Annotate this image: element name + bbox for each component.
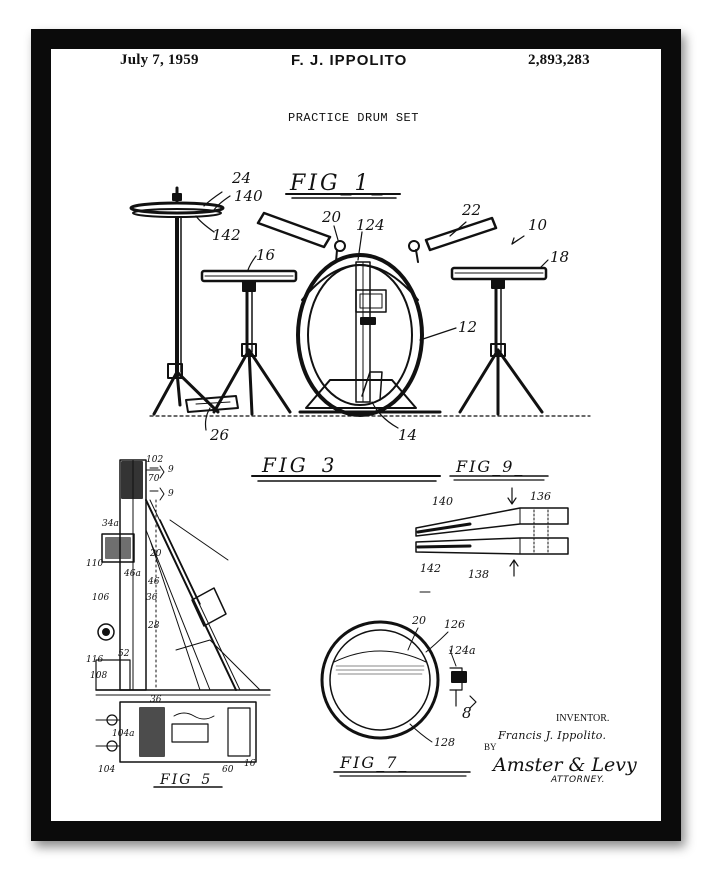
fig-1-caption: FIG_1_ — [290, 171, 386, 196]
ref-70: 70 — [148, 474, 160, 484]
ref-102: 102 — [146, 455, 164, 465]
ref-36: 36 — [146, 593, 158, 603]
fig-5-caption: FIG_5_ — [160, 772, 222, 788]
ref-36-fig5: 36 — [150, 695, 162, 705]
fig-3-side-view — [86, 453, 440, 695]
ref-26: 26 — [210, 426, 230, 444]
by-label: BY — [484, 742, 497, 752]
pedal — [186, 396, 238, 412]
ref-46: 46 — [148, 577, 160, 587]
ref-110: 110 — [86, 559, 104, 569]
inventor-header: F. J. IPPOLITO — [291, 52, 408, 69]
ref-52: 52 — [118, 649, 130, 659]
fig-7-drum-head — [322, 614, 476, 776]
bass-drum — [298, 255, 440, 415]
patent-title: PRACTICE DRUM SET — [288, 111, 419, 125]
ref-116: 116 — [86, 655, 104, 665]
ref-140-fig9: 140 — [432, 495, 453, 508]
ref-128: 128 — [434, 736, 455, 749]
ref-140: 140 — [234, 187, 263, 205]
ref-8: 8 — [462, 704, 472, 722]
ref-14: 14 — [398, 426, 418, 444]
cymbal — [131, 188, 223, 414]
ref-18: 18 — [550, 248, 570, 266]
ref-28: 28 — [148, 621, 160, 631]
ref-106: 106 — [92, 593, 110, 603]
ref-9b: 9 — [168, 489, 174, 499]
ref-20: 20 — [322, 208, 342, 226]
patent-number: 2,893,283 — [528, 52, 590, 68]
left-practice-pad-stand — [202, 271, 296, 414]
fig-3-caption: FIG_3_ — [262, 453, 351, 477]
inventor-signature: Francis J. Ippolito. — [498, 729, 607, 742]
ref-138: 138 — [468, 568, 489, 581]
patent-date: July 7, 1959 — [120, 52, 199, 68]
ref-142: 142 — [212, 226, 241, 244]
ref-20-fig7: 20 — [412, 614, 426, 627]
ref-142-fig9: 142 — [420, 562, 441, 575]
ref-126: 126 — [444, 618, 465, 631]
ref-22: 22 — [462, 201, 482, 219]
fig-9-cymbal-detail — [416, 457, 568, 592]
attorney-signature: Amster & Levy — [493, 754, 637, 776]
ref-60: 60 — [222, 765, 234, 775]
fig-9-caption: FIG_9_ — [456, 457, 525, 476]
ref-16-fig5: 16 — [244, 759, 256, 769]
ref-124a: 124a — [448, 644, 476, 657]
attorney-label: ATTORNEY. — [551, 775, 605, 785]
ref-20: 20 — [150, 549, 162, 559]
ref-136: 136 — [530, 490, 551, 503]
ref-10: 10 — [528, 216, 548, 234]
ref-46a: 46a — [124, 569, 141, 579]
inventor-label: INVENTOR. — [556, 713, 610, 724]
ref-34a: 34a — [102, 519, 119, 529]
ref-124: 124 — [356, 216, 385, 234]
ref-12: 12 — [458, 318, 478, 336]
ref-24: 24 — [232, 169, 252, 187]
ref-9a: 9 — [168, 465, 174, 475]
fig-5-plan-view — [96, 695, 256, 788]
ref-104: 104 — [98, 765, 116, 775]
ref-108: 108 — [90, 671, 108, 681]
fig-1-drum-set — [131, 169, 590, 444]
ref-16: 16 — [256, 246, 276, 264]
fig-7-caption: FIG_7_ — [340, 753, 409, 772]
right-practice-pad-stand — [452, 268, 546, 414]
ref-104a: 104a — [112, 729, 135, 739]
